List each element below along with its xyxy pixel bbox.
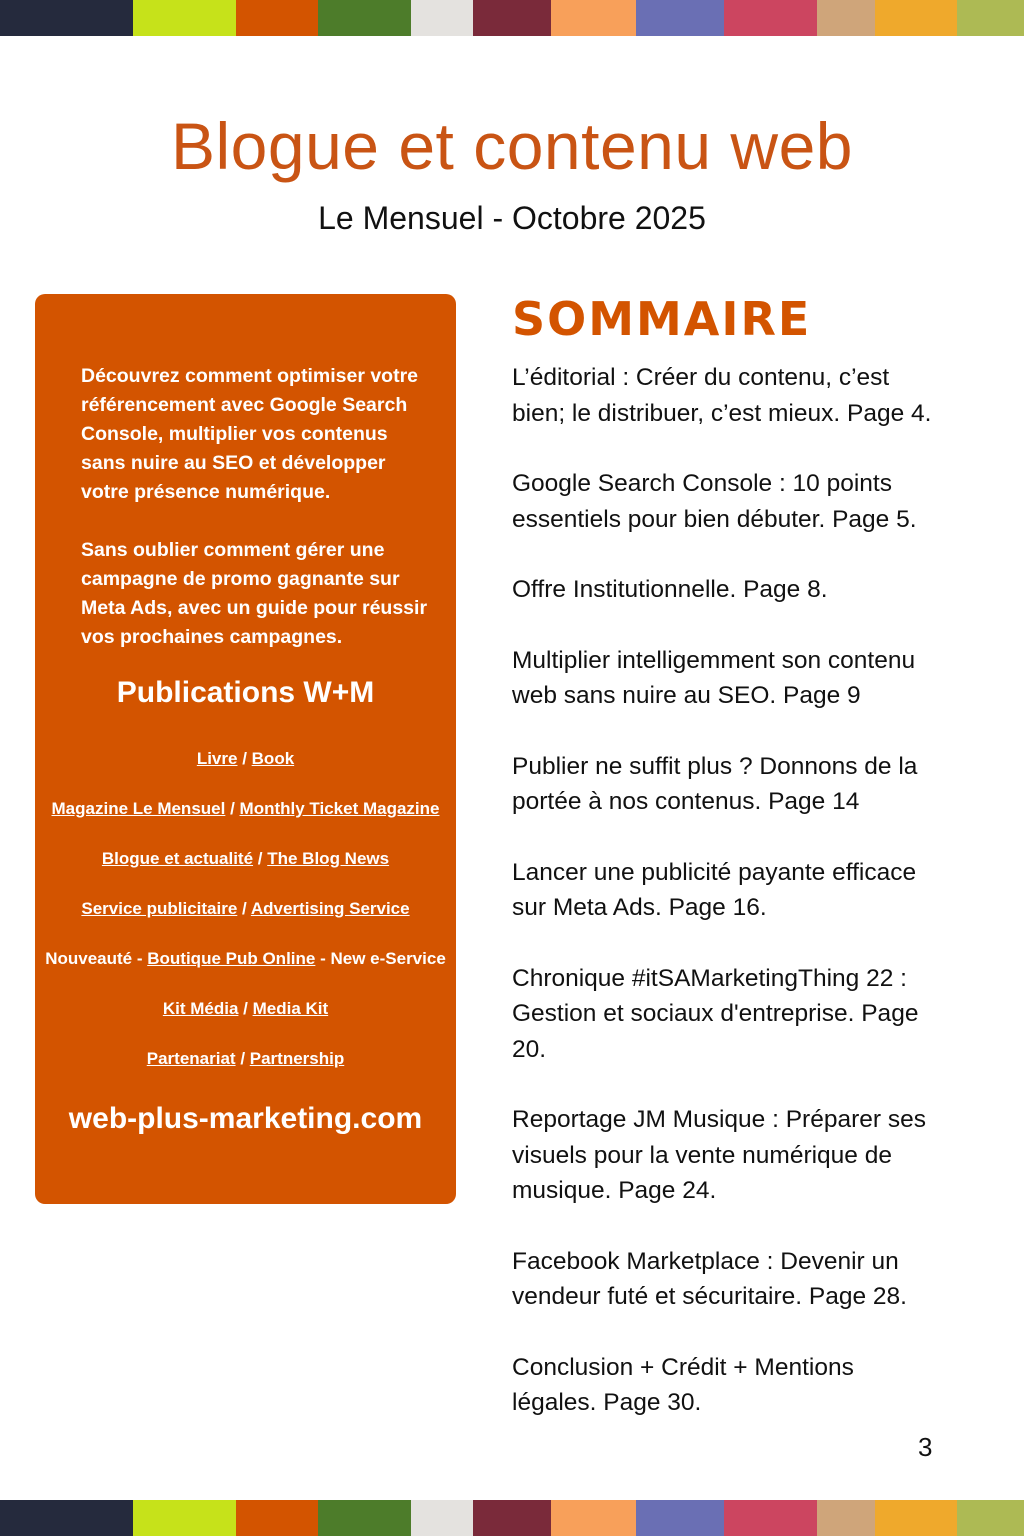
book-link[interactable]: Book xyxy=(251,749,295,768)
link-separator: / xyxy=(242,749,252,768)
toc-item: Chronique #itSAMarketingThing 22 : Gestion et sociaux d'entreprise. Page 20. xyxy=(512,964,919,1063)
advertising-service-link[interactable]: Advertising Service xyxy=(250,899,410,918)
nouveaute-label: Nouveauté - xyxy=(45,949,148,968)
stripe-segment xyxy=(875,0,957,36)
kit-media-link[interactable]: Kit Média xyxy=(162,999,239,1018)
toc-item: Multiplier intelligemment son contenu web sans nuire au SEO. Page 9 xyxy=(512,646,916,709)
partnership-link[interactable]: Partnership xyxy=(249,1049,345,1068)
link-row-blog xyxy=(35,844,456,894)
toc-item: L’éditorial : Créer du contenu, c’est bien; le distribuer, c’est mieux. Page 4. xyxy=(512,364,932,427)
top-color-stripe xyxy=(0,0,1024,36)
livre-link[interactable]: Livre xyxy=(196,749,238,768)
monthly-magazine-link[interactable]: Monthly Ticket Magazine xyxy=(239,799,440,818)
page-subtitle: Le Mensuel - Octobre 2025 xyxy=(318,200,706,236)
link-separator: / xyxy=(243,999,253,1018)
stripe-segment xyxy=(473,1500,551,1536)
blogue-link[interactable]: Blogue et actualité xyxy=(101,849,254,868)
stripe-segment xyxy=(133,0,236,36)
bottom-color-stripe xyxy=(0,1500,1024,1536)
stripe-segment xyxy=(236,1500,318,1536)
toc-item: Publier ne suffit plus ? Donnons de la portée à nos contenus. Page 14 xyxy=(512,752,918,815)
page-title: Blogue et contenu web xyxy=(170,109,853,183)
stripe-segment xyxy=(724,0,817,36)
link-separator: / xyxy=(242,899,251,918)
link-separator: / xyxy=(257,849,268,868)
stripe-segment xyxy=(957,0,1024,36)
website-url: web-plus-marketing.com xyxy=(68,1102,423,1135)
stripe-segment xyxy=(318,1500,411,1536)
service-publicitaire-link[interactable]: Service publicitaire xyxy=(81,899,238,918)
publications-panel xyxy=(35,294,456,1204)
stripe-segment xyxy=(318,0,411,36)
stripe-segment xyxy=(133,1500,236,1536)
stripe-segment xyxy=(411,0,473,36)
toc-item: Reportage JM Musique : Préparer ses visuels pour la vente numérique de musique. Page 24. xyxy=(512,1106,926,1204)
intro-paragraph-1: Découvrez comment optimiser votre référencement avec Google Search Console, multiplier vos contenus sans nuire au SEO et développer votre présence numérique. xyxy=(81,365,419,503)
partenariat-link[interactable]: Partenariat xyxy=(146,1049,236,1068)
link-row-partnership xyxy=(35,1044,456,1094)
table-of-contents xyxy=(512,360,932,1456)
stripe-segment xyxy=(817,0,875,36)
toc-item: Offre Institutionnelle. Page 8. xyxy=(512,576,828,603)
magazine-link[interactable]: Magazine Le Mensuel xyxy=(51,799,226,818)
blog-news-link[interactable]: The Blog News xyxy=(267,849,390,868)
toc-item: Facebook Marketplace : Devenir un vendeur futé et sécuritaire. Page 28. xyxy=(512,1247,907,1310)
stripe-segment xyxy=(636,1500,724,1536)
media-kit-link[interactable]: Media Kit xyxy=(252,999,329,1018)
link-row-magazine xyxy=(35,794,456,844)
link-row-book xyxy=(35,744,456,794)
link-separator: / xyxy=(230,799,240,818)
toc-item: Lancer une publicité payante efficace sur Meta Ads. Page 16. xyxy=(512,858,917,921)
toc-item: Conclusion + Crédit + Mentions légales. Page 30. xyxy=(512,1353,854,1416)
stripe-segment xyxy=(817,1500,875,1536)
boutique-link[interactable]: Boutique Pub Online xyxy=(147,949,316,968)
stripe-segment xyxy=(551,0,636,36)
stripe-segment xyxy=(411,1500,473,1536)
stripe-segment xyxy=(636,0,724,36)
link-row-boutique xyxy=(35,944,456,994)
link-separator: / xyxy=(240,1049,250,1068)
sommaire-heading: SOMMAIRE xyxy=(512,292,812,346)
link-row-service xyxy=(35,894,456,944)
stripe-segment xyxy=(473,0,551,36)
stripe-segment xyxy=(724,1500,817,1536)
link-row-kit xyxy=(35,994,456,1044)
intro-paragraph-2: Sans oublier comment gérer une campagne de promo gagnante sur Meta Ads, avec un guide pour réussir vos prochaines campagnes. xyxy=(81,539,428,648)
stripe-segment xyxy=(957,1500,1024,1536)
stripe-segment xyxy=(875,1500,957,1536)
page-number: 3 xyxy=(918,1432,933,1462)
stripe-segment xyxy=(551,1500,636,1536)
publications-links xyxy=(35,744,456,1094)
stripe-segment xyxy=(0,0,133,36)
stripe-segment xyxy=(0,1500,133,1536)
publications-heading: Publications W+M xyxy=(116,676,375,709)
stripe-segment xyxy=(236,0,318,36)
new-eservice-label: - New e-Service xyxy=(320,949,446,968)
toc-item: Google Search Console : 10 points essentiels pour bien débuter. Page 5. xyxy=(512,470,917,533)
